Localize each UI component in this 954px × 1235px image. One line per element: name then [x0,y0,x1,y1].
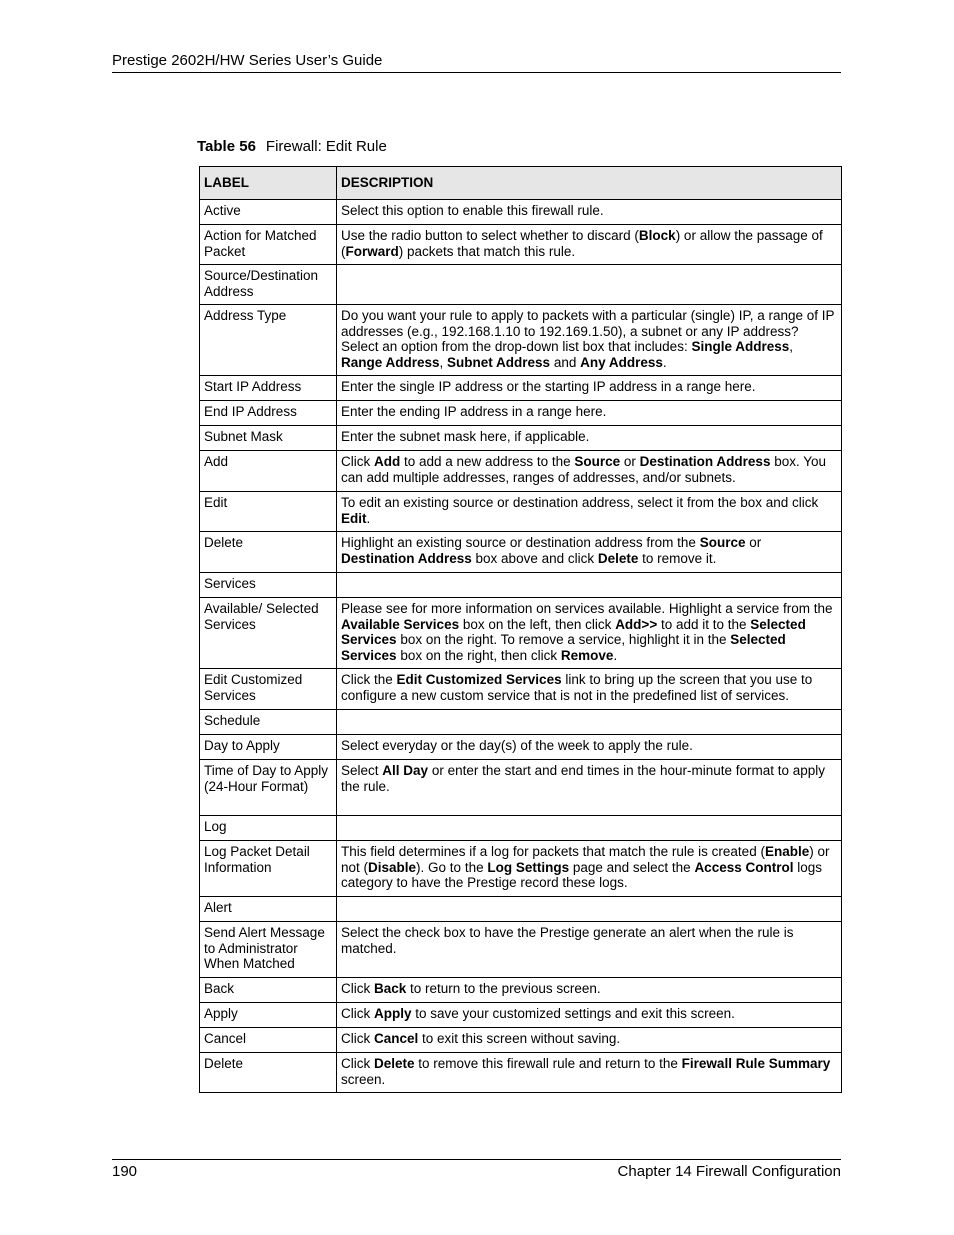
text-run: Enter the ending IP address in a range here. [341,404,607,419]
row-description [337,897,842,922]
text-run: Enter the single IP address or the starting IP address in a range here. [341,379,756,394]
text-run: box on the left, then click [459,616,616,632]
row-description [337,532,842,573]
table-row [200,573,842,598]
bold-term: Add>> [615,616,658,632]
row-label: Alert [200,897,337,922]
row-label: End IP Address [200,401,337,426]
row-description [337,451,842,492]
text-run: and [550,354,581,370]
text-run: To edit an existing source or destination address, select it from the box and click [341,495,819,510]
table-row [200,200,842,225]
row-label: Schedule [200,710,337,735]
text-run: ). Go to the [416,859,488,875]
table-row [200,451,842,492]
row-label: Send Alert Message to Administrator When Matched [200,922,337,978]
table-row [200,760,842,816]
bold-term: Firewall Rule Summary [681,1056,831,1071]
text-run: to exit this screen without saving. [418,1031,621,1046]
bold-term: Log Settings [487,859,570,875]
text-run: Select [341,763,383,778]
bold-term: Disable [368,859,417,875]
table-row [200,225,842,265]
bold-term: Delete [374,1056,415,1071]
table-row [200,265,842,305]
table-row [200,1053,842,1093]
text-run: Select everyday or the day(s) of the week to apply the rule. [341,738,693,753]
text-run: Click [341,1031,374,1046]
row-label: Day to Apply [200,735,337,760]
text-run: to add a new address to the [400,454,575,469]
bold-term: Any Address [580,354,663,370]
table-row [200,598,842,669]
page-header [112,50,841,73]
table-row [200,532,842,573]
table-row [200,897,842,922]
bold-term: Back [374,981,407,996]
text-run: Select this option to enable this firewall rule. [341,203,604,218]
bold-term: Add [374,454,401,469]
bold-term: Block [638,228,676,243]
text-run: Highlight an existing source or destination address from the [341,535,700,550]
text-run: Click [341,981,374,996]
row-description [337,710,842,735]
text-run: . [366,510,371,526]
column-header-description: DESCRIPTION [337,167,842,200]
bold-term: Subnet Address [447,354,551,370]
table-row [200,1028,842,1053]
bold-term: All Day [382,763,429,778]
row-description [337,200,842,225]
bold-term: Source [699,535,746,550]
row-description [337,401,842,426]
text-run: Please see for more information on services available. Highlight a service from the [341,601,833,616]
text-run: or enter the start and end times in the hour-minute format to apply the rule. [341,763,826,794]
text-run: box. You can add multiple addresses, ranges of addresses, and/or subnets. [341,454,827,485]
edit-rule-table [199,166,842,1093]
page-number: 190 [112,1163,138,1180]
row-label: Apply [200,1003,337,1028]
text-run: Click [341,1056,374,1071]
text-run: to return to the previous screen. [406,981,601,996]
bold-term: Range Address [341,354,440,370]
column-header-label: LABEL [200,167,337,200]
bold-term: Selected Services [341,616,806,648]
row-description [337,265,842,305]
row-label: Action for Matched Packet [200,225,337,265]
table-row [200,841,842,897]
row-label: Log [200,816,337,841]
row-description [337,735,842,760]
row-label: Available/ Selected Services [200,598,337,669]
text-run: , [439,354,448,370]
text-run: ) packets that match this rule. [398,243,576,259]
row-description [337,1028,842,1053]
bold-term: Edit [341,510,367,526]
table-title: Firewall: Edit Rule [265,138,387,155]
text-run: page and select the [569,859,695,875]
row-label: Log Packet Detail Information [200,841,337,897]
text-run: Click the [341,672,397,687]
row-description [337,760,842,816]
row-description [337,426,842,451]
bold-term: Access Control [694,859,794,875]
text-run: Use the radio button to select whether to discard ( [341,228,639,243]
row-description [337,1053,842,1093]
row-label: Start IP Address [200,376,337,401]
row-label: Edit [200,492,337,532]
row-label: Back [200,978,337,1003]
bold-term: Cancel [374,1031,419,1046]
text-run: . [613,647,618,663]
row-label: Active [200,200,337,225]
bold-term: Available Services [341,616,460,632]
text-run: . [662,354,667,370]
bold-term: Destination Address [341,550,472,566]
row-description [337,669,842,710]
bold-term: Edit Customized Services [396,672,562,687]
row-description [337,922,842,978]
text-run: Click [341,454,374,469]
text-run: or [745,535,762,550]
table-caption [197,138,387,155]
text-run: ) or not ( [341,844,830,875]
bold-term: Enable [764,844,810,859]
bold-term: Forward [345,243,399,259]
table-row [200,922,842,978]
text-run: link to bring up the screen that you use to configure a new custom service that is not in the predefined list of services. [341,672,813,703]
text-run: Do you want your rule to apply to packets with a particular (single) IP, a range of IP addresses (e.g., 192.168.1.10 to 192.169.1.50), a subnet or any IP address? Select an option from the drop-down list box that includes: [341,308,835,355]
table-row [200,492,842,532]
bold-term: Single Address [691,339,790,355]
text-run: logs category to have the Prestige record these logs. [341,859,822,891]
row-description [337,1003,842,1028]
text-run: box on the right. To remove a service, highlight it in the [396,632,731,648]
bold-term: Remove [560,647,614,663]
row-label: Add [200,451,337,492]
guide-title: Prestige 2602H/HW Series User’s Guide [112,52,383,69]
text-run: Click [341,1006,374,1021]
text-run: to add it to the [657,616,751,632]
text-run: to save your customized settings and exit this screen. [411,1006,735,1021]
text-run: box on the right, then click [396,647,561,663]
table-row [200,710,842,735]
row-label: Cancel [200,1028,337,1053]
table-row [200,401,842,426]
text-run: box above and click [471,550,598,566]
text-run: This field determines if a log for packets that match the rule is created ( [341,844,765,859]
row-description [337,841,842,897]
row-description [337,305,842,376]
table-row [200,376,842,401]
row-description [337,376,842,401]
table-body [200,200,842,1093]
row-description [337,978,842,1003]
table-row [200,426,842,451]
row-label: Delete [200,532,337,573]
bold-term: Delete [597,550,639,566]
text-run: to remove it. [638,550,717,566]
bold-term: Apply [374,1006,412,1021]
table-row [200,816,842,841]
table-row [200,669,842,710]
table-row [200,735,842,760]
text-run: Select the check box to have the Prestige generate an alert when the rule is matched. [341,925,794,956]
text-run: to remove this firewall rule and return to the [414,1056,682,1071]
row-label: Address Type [200,305,337,376]
page-footer [112,1159,841,1180]
table-number: Table 56 [197,138,256,155]
bold-term: Selected Services [341,632,786,663]
text-run: , [789,339,793,355]
row-label: Edit Customized Services [200,669,337,710]
bold-term: Destination Address [639,454,771,469]
text-run: ) or allow the passage of ( [341,228,823,259]
table-header-row [200,167,842,200]
table-row [200,1003,842,1028]
row-description [337,573,842,598]
chapter-title: Chapter 14 Firewall Configuration [617,1163,841,1180]
table-row [200,978,842,1003]
row-label: Services [200,573,337,598]
row-label: Source/Destination Address [200,265,337,305]
bold-term: Source [574,454,621,469]
text-run: screen. [341,1071,386,1087]
row-label: Subnet Mask [200,426,337,451]
row-description [337,816,842,841]
row-description [337,225,842,265]
row-label: Delete [200,1053,337,1093]
text-run: or [620,454,640,469]
text-run: Enter the subnet mask here, if applicable. [341,429,590,444]
table-row [200,305,842,376]
row-label: Time of Day to Apply (24-Hour Format) [200,760,337,816]
row-description [337,598,842,669]
row-description [337,492,842,532]
